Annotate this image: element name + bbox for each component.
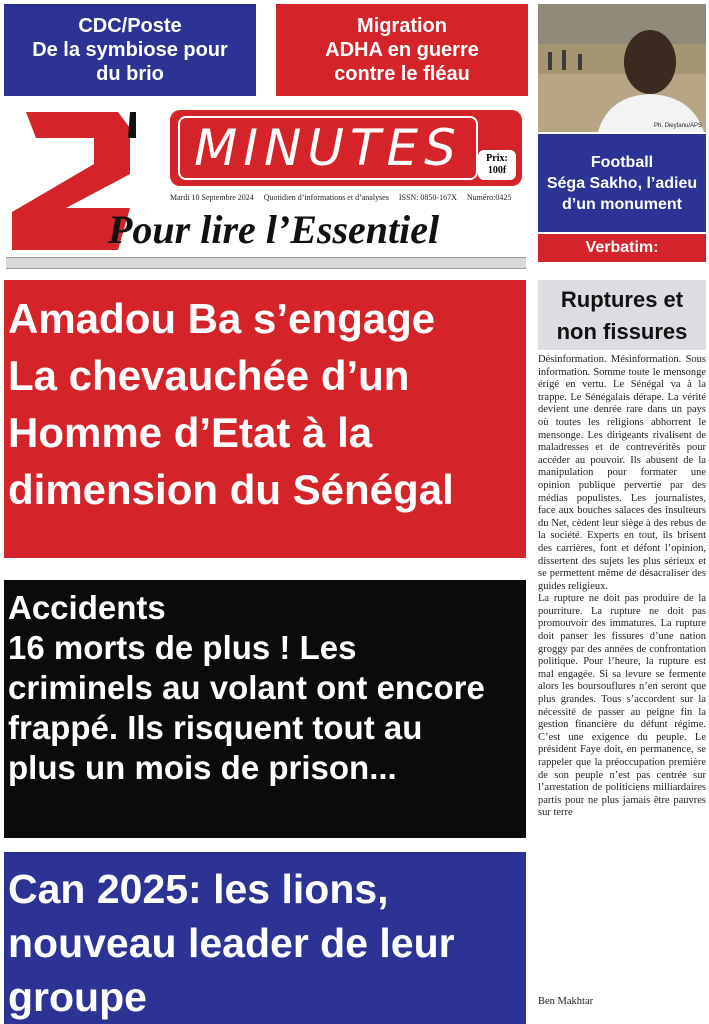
issn: ISSN: 0850-167X [398, 193, 457, 202]
lead-headline[interactable] [4, 280, 526, 558]
teaser-line: De la symbiose pour [32, 39, 228, 61]
teaser-kicker: CDC/Poste [78, 15, 182, 37]
headline-line: 16 morts de plus ! Les [8, 629, 357, 666]
teaser-cdc-poste[interactable] [4, 4, 256, 96]
masthead-subtitle: Quotidien d’informations et d’analyses [263, 193, 389, 202]
teaser-line: Séga Sakho, l’adieu [546, 174, 698, 192]
photo-credit: Ph. Dieyfanu/APS [653, 123, 702, 129]
editorial-column [538, 280, 706, 1024]
issue-number: Numéro:0425 [466, 193, 512, 202]
headline-line: plus un mois de prison... [8, 749, 397, 786]
editorial-title [538, 280, 706, 350]
teaser-line: ADHA en guerre [325, 39, 479, 61]
teaser-migration[interactable] [276, 4, 528, 96]
teaser-football[interactable] [538, 134, 706, 232]
portrait-illustration [538, 4, 706, 132]
editorial-title-line: Ruptures et [560, 287, 684, 312]
headline-line: groupe [8, 974, 147, 1020]
editorial-body [538, 354, 706, 820]
headline-line: dimension du Sénégal [8, 466, 454, 513]
masthead-title-box [170, 110, 522, 186]
masthead-title: MINUTES [178, 116, 478, 180]
editorial-paragraph: La rupture ne doit pas produire de la pourriture. La rupture ne doit pas promouvoir des immatures. La rupture doit panser les fissures d’une nation groggy par des années de confrontation politique. Pour l’heure, la rupture est mal engagée. Si sa levure se fermente alors les boursouflures n’en seront que plus grandes. Tous s’accordent sur la nécessité de passer au peigne fin la gestion financière du défunt régime. C’est une exigence du peuple. Le président Faye doit, en permanence, se rappeler que la préoccupation première de son peuple n’est pas centrée sur l’arrestation de politiciens milliardaires partis pour ne plus jamais être pauvres sur terre [538, 593, 706, 819]
teaser-line: du brio [96, 63, 164, 85]
headline-line: Accidents [8, 589, 166, 626]
headline-line: frappé. Ils risquent tout au [8, 709, 423, 746]
teaser-line: contre le fléau [334, 63, 470, 85]
editorial-paragraph: Désinformation. Mésinformation. Sous information. Somme toute le mensonge érigé en vertu. Le Sénégal va à la trappe. Le Sénégalais dérape. La vérité devient une denrée rare dans un pays où toutes les religions abhorrent le mensonge. Les dirigeants rivalisent de maladresses et de contrevérités pour accéder au pouvoir. Ils abusent de la manipulation pour formater une opinion publique pervertie par des médias populistes. Les journalistes, face aux bouches salaces des insulteurs du Net, cèdent leur siège à des rebus de la société. Experts en tout, ils brisent des carrières, font et défont l’opinion, dissertent des sujets les plus sérieux et se permettent même de désacraliser des guides religieux. [538, 354, 706, 592]
teaser-kicker: Football [590, 153, 654, 171]
verbatim-label: Verbatim: [538, 234, 706, 262]
price-label: Prix: [486, 153, 508, 164]
headline-line: nouveau leader de leur [8, 920, 455, 966]
headline-line: La chevauchée d’un [8, 352, 410, 399]
portrait-photo [538, 4, 706, 132]
editorial-author: Ben Makhtar [538, 996, 594, 1007]
can-2025-headline[interactable] [4, 852, 526, 1024]
issue-date: Mardi 10 Septembre 2024 [170, 193, 254, 202]
headline-line: Homme d’Etat à la [8, 409, 373, 456]
headline-line: Can 2025: les lions, [8, 866, 389, 912]
price-value: 100f [487, 165, 507, 176]
teaser-kicker: Migration [357, 15, 447, 37]
teaser-line: d’un monument [562, 195, 682, 213]
price-tag [478, 150, 516, 180]
editorial-title-line: non fissures [556, 319, 688, 344]
accidents-headline[interactable] [4, 580, 526, 838]
masthead-tagline: Pour lire l’Essentiel [108, 207, 440, 252]
headline-line: Amadou Ba s’engage [8, 295, 436, 342]
masthead-divider [6, 257, 526, 269]
headline-line: criminels au volant ont encore [8, 669, 485, 706]
masthead-meta [170, 193, 522, 207]
